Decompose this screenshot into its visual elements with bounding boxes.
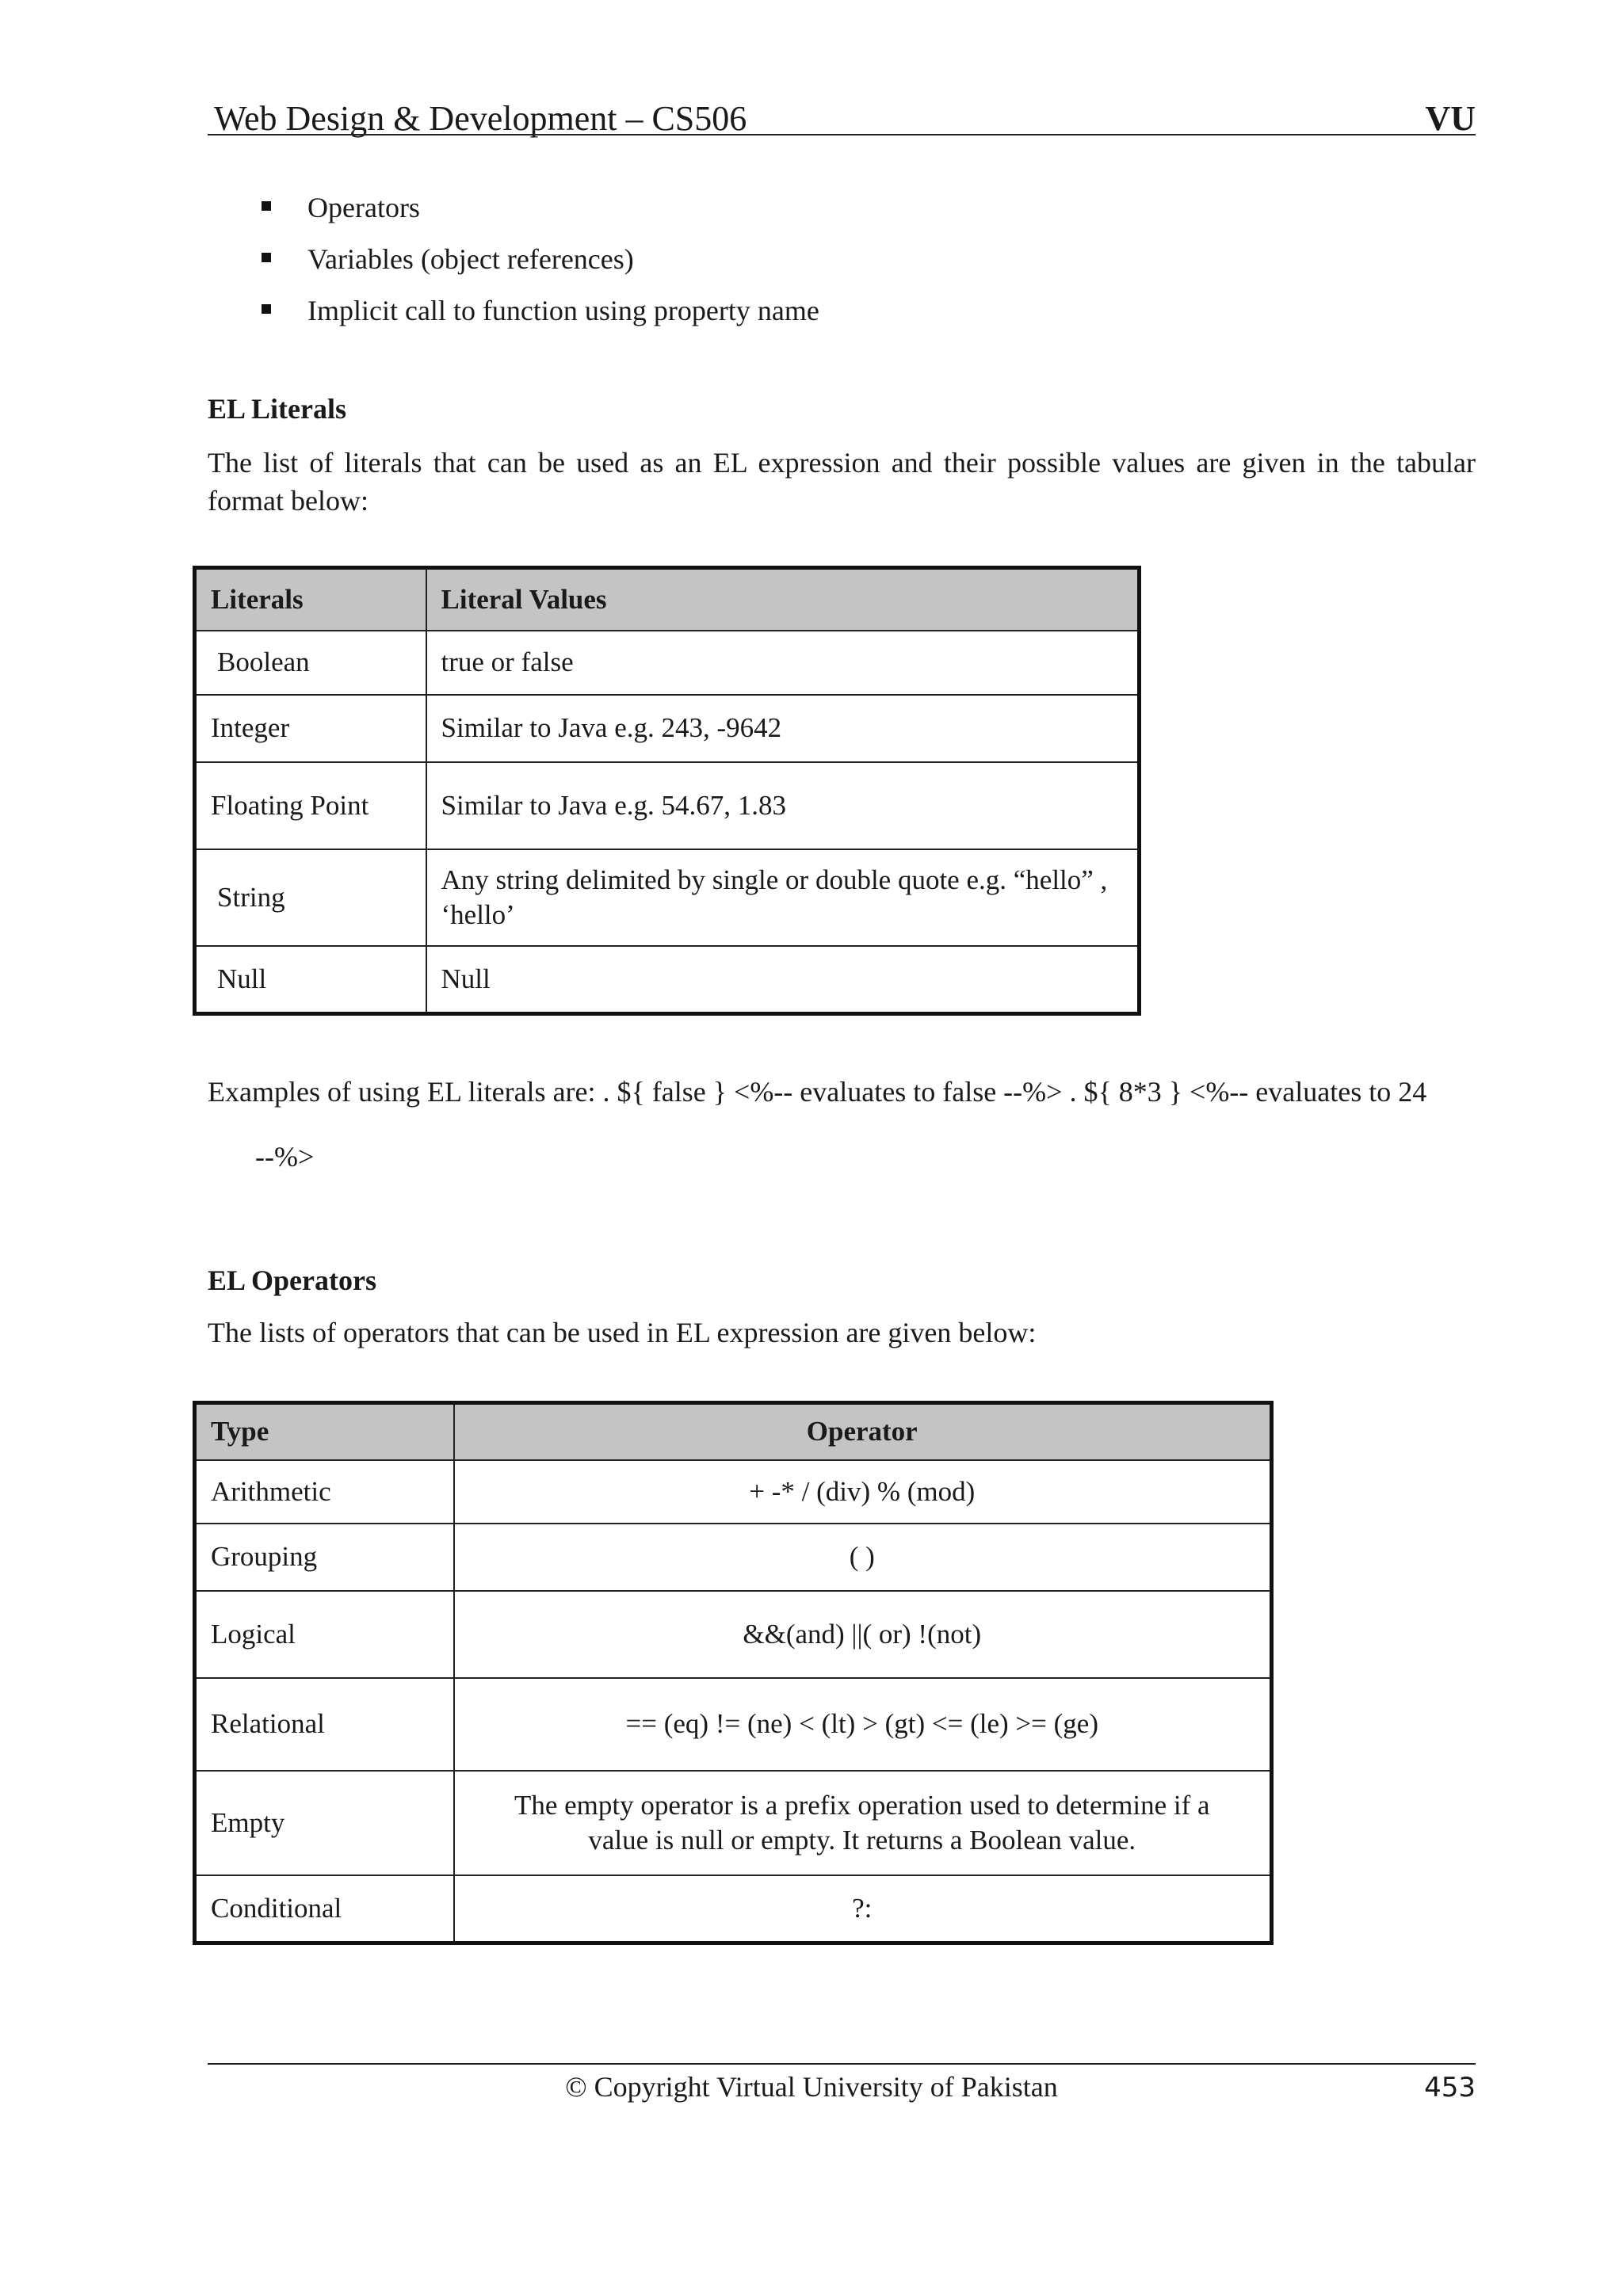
table-cell: Any string delimited by single or double quote e.g. “hello” , ‘hello’ bbox=[426, 849, 1140, 946]
footer-copyright: © Copyright Virtual University of Pakistan bbox=[565, 2071, 1058, 2103]
section-heading-operators: EL Operators bbox=[208, 1264, 376, 1296]
table-row bbox=[195, 946, 1140, 1014]
table-row bbox=[195, 762, 1140, 849]
table-row bbox=[195, 1460, 1272, 1524]
table-cell: The empty operator is a prefix operation used to determine if a value is null or empty. It returns a Boolean value. bbox=[454, 1771, 1272, 1875]
table-row bbox=[195, 1591, 1272, 1678]
table-cell: String bbox=[195, 849, 426, 946]
bullet-item: Variables (object references) bbox=[262, 235, 819, 287]
table-row bbox=[195, 1771, 1272, 1875]
table-header-row bbox=[195, 1403, 1272, 1460]
literals-intro: The list of literals that can be used as an EL expression and their possible values are given in the tabular format below: bbox=[208, 447, 1476, 517]
table-row bbox=[195, 1875, 1272, 1943]
literals-table bbox=[193, 566, 1141, 1016]
table-header-row bbox=[195, 568, 1140, 631]
table-row bbox=[195, 1524, 1272, 1591]
footer-rule bbox=[208, 2063, 1476, 2065]
table-cell: Grouping bbox=[195, 1524, 454, 1591]
table-cell: ?: bbox=[454, 1875, 1272, 1943]
bullet-item: Operators bbox=[262, 184, 819, 235]
table-row bbox=[195, 1678, 1272, 1771]
table-row bbox=[195, 631, 1140, 695]
table-cell: true or false bbox=[426, 631, 1140, 695]
table-cell: Floating Point bbox=[195, 762, 426, 849]
table-cell: &&(and) ||( or) !(not) bbox=[454, 1591, 1272, 1678]
operators-intro: The lists of operators that can be used in EL expression are given below: bbox=[208, 1317, 1037, 1348]
header-title: Web Design & Development – CS506 bbox=[214, 99, 747, 138]
table-row bbox=[195, 849, 1140, 946]
table-cell: Integer bbox=[195, 695, 426, 762]
column-header: Literal Values bbox=[426, 568, 1140, 631]
page-number: 453 bbox=[1424, 2072, 1476, 2103]
table-cell: ( ) bbox=[454, 1524, 1272, 1591]
table-cell: == (eq) != (ne) < (lt) > (gt) <= (le) >= (ge) bbox=[454, 1678, 1272, 1771]
header-logo: VU bbox=[1425, 99, 1476, 138]
table-cell: Empty bbox=[195, 1771, 454, 1875]
table-cell: Null bbox=[195, 946, 426, 1014]
table-cell: Conditional bbox=[195, 1875, 454, 1943]
bullet-item: Implicit call to function using property name bbox=[262, 287, 819, 338]
bullet-list bbox=[262, 184, 819, 338]
table-cell: Null bbox=[426, 946, 1140, 1014]
section-heading-literals: EL Literals bbox=[208, 393, 347, 425]
column-header: Operator bbox=[454, 1403, 1272, 1460]
table-cell: Relational bbox=[195, 1678, 454, 1771]
table-cell: Similar to Java e.g. 243, -9642 bbox=[426, 695, 1140, 762]
literals-examples-continued: --%> bbox=[255, 1141, 315, 1173]
table-cell: Similar to Java e.g. 54.67, 1.83 bbox=[426, 762, 1140, 849]
table-cell: Logical bbox=[195, 1591, 454, 1678]
literals-examples: Examples of using EL literals are: . ${ false } <%-- evaluates to false --%> . ${ 8*3 } <%-- evaluates to 24 bbox=[208, 1076, 1427, 1108]
operators-table bbox=[193, 1401, 1274, 1945]
column-header: Type bbox=[195, 1403, 454, 1460]
column-header: Literals bbox=[195, 568, 426, 631]
header-rule bbox=[208, 134, 1476, 135]
table-cell: Boolean bbox=[195, 631, 426, 695]
table-cell: Arithmetic bbox=[195, 1460, 454, 1524]
table-cell: + -* / (div) % (mod) bbox=[454, 1460, 1272, 1524]
table-row bbox=[195, 695, 1140, 762]
